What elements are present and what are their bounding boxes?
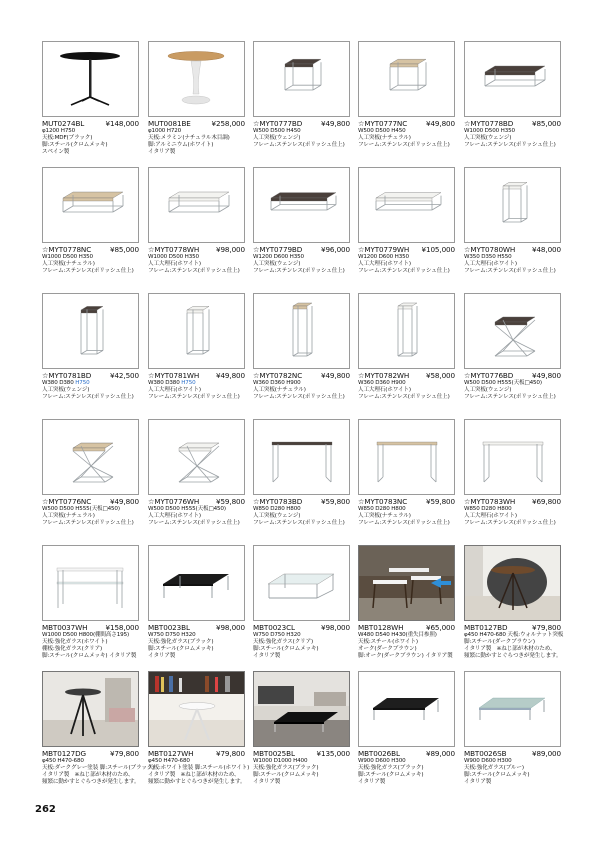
product-price: ¥59,800 [215,497,245,506]
product-header [148,119,245,128]
product-illustration [465,546,560,620]
product-spec-line: 脚:アルミニウム(ホワイト) [148,141,214,148]
product-card [253,167,350,275]
product-spec-line: 天板:強化ガラス(ブルー) [464,764,524,771]
product-spec-line: 人工突板(ウェンジ) [464,386,512,393]
product-spec-line: W1000 D500 H350 [464,128,515,134]
product-code: ☆MYT0777NC [358,119,408,128]
product-price: ¥85,000 [109,245,139,254]
product-header [42,497,139,506]
product-spec-line: W750 D750 H320 [148,632,196,638]
product-illustration [465,42,560,116]
product-spec-line: イタリア製 ※ねじ部が木材のため、 [464,645,556,652]
product-price: ¥158,000 [105,623,139,632]
product-price: ¥79,800 [531,623,561,632]
product-spec-line: W850 D280 H800 [253,506,301,512]
product-image [148,545,245,621]
product-header [464,749,561,758]
product-illustration [254,420,349,494]
product-illustration [359,42,454,116]
product-card [358,545,455,660]
product-spec-line: 脚:スチール(クロムメッキ) [464,771,530,778]
product-image [464,167,561,243]
product-spec-line: 人工大理石(ホワイト) [148,386,201,393]
product-header [358,371,455,380]
product-image [464,545,561,621]
product-price: ¥49,800 [320,371,350,380]
product-spec-line: 人工突板(ウェンジ) [42,386,90,393]
product-spec-line: 人工大理石(ホワイト) [464,512,517,519]
product-card [464,293,561,401]
product-card [148,293,245,401]
product-image [253,167,350,243]
product-spec-line: W1200 D600 H350 [253,254,304,260]
product-code: MBT0127WH [148,749,194,758]
product-price: ¥49,800 [531,371,561,380]
product-card [358,419,455,527]
product-spec-line: W500 D500 H555(天板□450) [42,506,120,512]
product-spec-line: 天板:スチール(ホワイト) [358,638,418,645]
product-spec-line: W1000 D500 H800(棚間高さ195) [42,632,130,638]
product-price: ¥89,000 [425,749,455,758]
product-code: ☆MYT0776NC [42,497,92,506]
spec-highlight: H750 [75,380,90,386]
product-illustration [149,42,244,116]
product-image [253,671,350,747]
product-code: MBT0037WH [42,623,88,632]
product-spec-line: フレーム:ステンレス(ポリッシュ仕上) [358,393,450,400]
product-image [148,671,245,747]
product-code: ☆MYT0779BD [253,245,303,254]
product-spec-line: 人工突板(ナチュラル) [358,134,411,141]
product-spec-line: 脚:スチール(クロムメッキ) [42,141,108,148]
product-illustration [359,420,454,494]
product-price: ¥65,000 [425,623,455,632]
product-code: ☆MYT0783BD [253,497,303,506]
product-illustration [465,420,560,494]
product-illustration [359,168,454,242]
product-spec-line: W1200 D600 H350 [358,254,409,260]
product-spec-line: フレーム:ステンレス(ポリッシュ仕上) [464,141,556,148]
product-code: MBT0128WH [358,623,404,632]
product-price: ¥98,000 [215,245,245,254]
product-price: ¥98,000 [320,623,350,632]
product-spec-line: W750 D750 H320 [253,632,301,638]
product-price: ¥42,500 [109,371,139,380]
product-illustration [43,672,138,746]
product-spec-line: フレーム:ステンレス(ポリッシュ仕上) [148,519,240,526]
product-spec-line: 棚板:強化ガラス(クリア) [42,645,103,652]
spec-text: W380 D380 [148,380,182,386]
product-spec-line: スペイン製 [42,148,70,155]
product-spec-line: フレーム:ステンレス(ポリッシュ仕上) [464,393,556,400]
product-card [358,41,455,149]
product-image [42,41,139,117]
product-card [464,419,561,527]
product-code: ☆MYT0779WH [358,245,410,254]
product-spec-line: 天板:強化ガラス(ホワイト) [42,638,108,645]
product-spec-line: フレーム:ステンレス(ポリッシュ仕上) [358,519,450,526]
product-card [42,671,155,786]
product-header [464,245,561,254]
product-image [253,545,350,621]
product-code: ☆MYT0781BD [42,371,92,380]
product-code: ☆MYT0777BD [253,119,303,128]
product-spec-line: 天板:ホワイト塗装 脚:スチール(ホワイト) [148,764,250,771]
product-illustration [359,546,454,620]
product-image [464,419,561,495]
product-spec-line: 人工突板(ウェンジ) [253,134,301,141]
product-code: ☆MYT0778BD [464,119,514,128]
product-price: ¥49,800 [215,371,245,380]
product-price: ¥148,000 [105,119,139,128]
product-price: ¥58,000 [425,371,455,380]
product-spec-line: 人工突板(ナチュラル) [253,386,306,393]
product-spec-line: フレーム:ステンレス(ポリッシュ仕上) [253,519,345,526]
product-spec-line: W850 D280 H800 [358,506,406,512]
product-code: MUT0274BL [42,119,85,128]
product-illustration [149,546,244,620]
product-header [253,371,350,380]
product-price: ¥59,800 [320,497,350,506]
product-card [42,293,139,401]
product-code: ☆MYT0781WH [148,371,200,380]
product-card [253,671,350,786]
product-illustration [254,546,349,620]
product-spec-line: 頻繁に動かすとぐらつきが発生します。 [148,778,246,785]
product-spec-line: W480 D540 H430(重失目参照) [358,632,437,638]
product-card [148,671,250,786]
product-header [358,245,455,254]
product-price: ¥79,800 [215,749,245,758]
product-header [42,623,139,632]
product-spec-line: フレーム:ステンレス(ポリッシュ仕上) [253,393,345,400]
product-header [464,371,561,380]
product-card [148,419,245,527]
product-illustration [43,294,138,368]
product-spec-line: フレーム:ステンレス(ポリッシュ仕上) [358,141,450,148]
product-illustration [149,294,244,368]
product-spec-line: 脚:スチール(ダークブラウン) [464,638,535,645]
product-code: ☆MYT0778WH [148,245,200,254]
product-spec-line: 頻繁に動かすとぐらつきが発生します。 [464,652,562,659]
product-code: MBT0025BL [253,749,295,758]
product-spec-line: 脚:オーク(ダークブラウン) イタリア製 [358,652,453,659]
product-price: ¥96,000 [320,245,350,254]
product-image [253,419,350,495]
product-header [42,371,139,380]
product-spec-line: 人工大理石(ホワイト) [358,386,411,393]
product-spec-line: 天板:MDF(ブラック) [42,134,93,141]
product-illustration [149,168,244,242]
product-header [358,623,455,632]
product-price: ¥48,000 [531,245,561,254]
product-header [358,749,455,758]
product-spec-line: イタリア製 [148,148,176,155]
product-illustration [465,672,560,746]
product-illustration [43,420,138,494]
product-image [148,293,245,369]
product-spec-line: フレーム:ステンレス(ポリッシュ仕上) [42,393,134,400]
product-price: ¥105,000 [421,245,455,254]
product-spec-line: φ450 H470-680 天板:ウォルナット突板 [464,632,564,638]
product-illustration [254,42,349,116]
product-spec-line: 人工大理石(ホワイト) [358,260,411,267]
product-price: ¥135,000 [316,749,350,758]
product-image [464,293,561,369]
product-header [148,749,245,758]
product-spec-line: イタリア製 [464,778,492,785]
product-card [148,167,245,275]
product-spec-line: フレーム:ステンレス(ポリッシュ仕上) [148,393,240,400]
product-price: ¥98,000 [215,623,245,632]
product-spec-line: φ450 H470-680 [42,758,84,764]
product-spec-line: φ1200 H750 [42,128,76,134]
product-card [464,671,561,786]
product-image [464,41,561,117]
product-spec-line: W1000 D500 H350 [42,254,93,260]
product-header [253,497,350,506]
product-spec-line: W1000 D1000 H400 [253,758,308,764]
product-spec-line: 天板:強化ガラス(クリア) [253,638,314,645]
product-image [42,419,139,495]
product-card [464,167,561,275]
product-spec-line: 天板:強化ガラス(ブラック) [358,764,424,771]
product-price: ¥49,800 [320,119,350,128]
product-price: ¥59,800 [425,497,455,506]
product-header [358,497,455,506]
product-code: ☆MYT0778NC [42,245,92,254]
product-header [464,119,561,128]
product-header [148,245,245,254]
product-spec-line: 頻繁に動かすとぐらつきが発生します。 [42,778,140,785]
product-illustration [254,168,349,242]
product-image [148,167,245,243]
product-header [253,119,350,128]
product-spec-line: W500 D500 H555(天板□450) [148,506,226,512]
product-image [358,671,455,747]
product-code: MBT0127BD [464,623,508,632]
product-illustration [465,168,560,242]
product-image [358,41,455,117]
product-header [253,749,350,758]
product-spec-line: イタリア製 ※ねじ部が木材のため、 [148,771,240,778]
product-card [148,41,245,156]
product-spec-line: φ1000 H720 [148,128,182,134]
product-illustration [359,294,454,368]
product-spec-line: 天板:強化ガラス(ブラック) [253,764,319,771]
product-card [358,671,455,786]
product-image [148,419,245,495]
product-spec-line [42,380,139,387]
spec-highlight: H750 [181,380,196,386]
product-spec-line: W500 D500 H555(天板□450) [464,380,542,386]
product-spec-line: フレーム:ステンレス(ポリッシュ仕上) [42,519,134,526]
product-spec-line: W850 D280 H800 [464,506,512,512]
spec-text: W380 D380 [42,380,76,386]
product-spec-line: W360 D360 H900 [358,380,406,386]
product-card [42,545,139,660]
product-header [42,749,139,758]
product-spec-line: W900 D600 H300 [464,758,512,764]
product-spec-line: 天板:メラミン(ナチュラル木目調) [148,134,230,141]
product-spec-line: イタリア製 [358,778,386,785]
product-price: ¥69,800 [531,497,561,506]
product-spec-line: W1000 D500 H350 [148,254,199,260]
product-spec-line: φ450 H470-680 [148,758,190,764]
product-illustration [254,672,349,746]
product-image [148,41,245,117]
product-spec-line: フレーム:ステンレス(ポリッシュ仕上) [464,519,556,526]
product-image [42,545,139,621]
product-spec-line: 脚:スチール(クロムメッキ) [253,771,319,778]
product-header [42,245,139,254]
product-code: MUT0081BE [148,119,191,128]
product-spec-line [148,380,245,387]
product-spec-line: W500 D500 H450 [358,128,406,134]
product-card [253,293,350,401]
product-code: ☆MYT0782WH [358,371,410,380]
product-spec-line: イタリア製 [148,652,176,659]
product-spec-line: 人工突板(ナチュラル) [42,260,95,267]
product-code: ☆MYT0780WH [464,245,516,254]
product-header [42,119,139,128]
product-spec-line: 脚:スチール(クロムメッキ) イタリア製 [42,652,137,659]
product-spec-line: W900 D600 H300 [358,758,406,764]
product-price: ¥49,800 [425,119,455,128]
product-card [42,167,139,275]
product-image [358,167,455,243]
product-illustration [43,546,138,620]
product-header [253,623,350,632]
product-code: MBT0023CL [253,623,295,632]
product-spec-line: オーク(ダークブラウン) [358,645,417,652]
product-code: ☆MYT0782NC [253,371,303,380]
product-image [253,293,350,369]
product-spec-line: 脚:スチール(クロムメッキ) [358,771,424,778]
product-spec-line: 人工大理石(ホワイト) [464,260,517,267]
product-header [358,119,455,128]
product-price: ¥49,800 [109,497,139,506]
product-header [148,623,245,632]
product-spec-line: フレーム:ステンレス(ポリッシュ仕上) [358,267,450,274]
product-spec-line: 人工大理石(ホワイト) [148,512,201,519]
product-code: ☆MYT0776WH [148,497,200,506]
product-card [464,41,561,149]
product-spec-line: フレーム:ステンレス(ポリッシュ仕上) [253,267,345,274]
product-image [358,419,455,495]
product-spec-line: 人工大理石(ホワイト) [148,260,201,267]
product-illustration [359,672,454,746]
product-spec-line: イタリア製 [253,778,281,785]
product-illustration [43,168,138,242]
product-card [253,419,350,527]
product-card [253,41,350,149]
product-card [42,419,139,527]
product-code: ☆MYT0776BD [464,371,514,380]
product-image [253,41,350,117]
product-image [358,293,455,369]
product-illustration [149,420,244,494]
product-price: ¥79,800 [109,749,139,758]
product-image [464,671,561,747]
product-spec-line: 天板:強化ガラス(ブラック) [148,638,214,645]
product-code: MBT0026BL [358,749,400,758]
product-image [42,293,139,369]
product-spec-line: 脚:スチール(クロムメッキ) [253,645,319,652]
product-spec-line: イタリア製 [253,652,281,659]
product-price: ¥85,000 [531,119,561,128]
product-illustration [465,294,560,368]
product-image [358,545,455,621]
product-code: ☆MYT0783NC [358,497,408,506]
product-spec-line: 人工突板(ウェンジ) [253,260,301,267]
product-header [148,371,245,380]
product-image [42,671,139,747]
product-card [42,41,139,156]
product-code: MBT0026SB [464,749,507,758]
product-spec-line: 脚:スチール(クロムメッキ) [148,645,214,652]
product-spec-line: W500 D500 H450 [253,128,301,134]
product-code: MBT0127DG [42,749,87,758]
product-header [253,245,350,254]
product-spec-line: フレーム:ステンレス(ポリッシュ仕上) [464,267,556,274]
product-spec-line: フレーム:ステンレス(ポリッシュ仕上) [42,267,134,274]
product-price: ¥258,000 [211,119,245,128]
product-spec-line: 人工突板(ナチュラル) [358,512,411,519]
product-card [148,545,245,660]
product-card [358,167,455,275]
product-illustration [43,42,138,116]
product-card [253,545,350,660]
product-spec-line: 人工突板(ウェンジ) [464,134,512,141]
product-image [42,167,139,243]
product-spec-line: 人工突板(ナチュラル) [42,512,95,519]
product-code: MBT0023BL [148,623,190,632]
product-code: ☆MYT0783WH [464,497,516,506]
product-card [464,545,564,660]
product-illustration [254,294,349,368]
product-header [464,623,561,632]
product-price: ¥89,000 [531,749,561,758]
product-spec-line: W360 D360 H900 [253,380,301,386]
product-spec-line: 天板:ダークグレー塗装 脚:スチール(ブラック) [42,764,155,771]
product-spec-line: 人工突板(ウェンジ) [253,512,301,519]
product-illustration [149,672,244,746]
product-spec-line: イタリア製 ※ねじ部が木材のため、 [42,771,134,778]
product-spec-line: フレーム:ステンレス(ポリッシュ仕上) [148,267,240,274]
product-card [358,293,455,401]
product-spec-line: W350 D350 H550 [464,254,512,260]
page-number: 262 [35,804,56,815]
product-header [148,497,245,506]
product-header [464,497,561,506]
product-spec-line: フレーム:ステンレス(ポリッシュ仕上) [253,141,345,148]
